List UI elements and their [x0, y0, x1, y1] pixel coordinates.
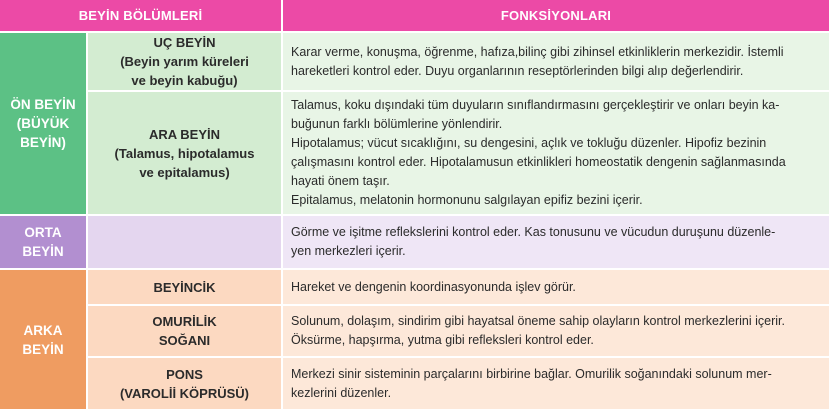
omurilik-sogani-function-line: Solunum, dolaşım, sindirim gibi hayatsal öneme sahip olayların kontrol merkezlerini içerir.	[291, 314, 785, 328]
ara-beyin-function-line: Talamus, koku dışındaki tüm duyuların sınıflandırmasını gerçekleştirir ve onları beyin ka-	[291, 98, 780, 112]
orta-beyin-label-2: BEYİN	[22, 244, 64, 259]
on-beyin-label-1: ÖN BEYİN	[10, 97, 76, 112]
arka-beyin-label-2: BEYİN	[22, 341, 64, 357]
arka-beyin-label-1: ARKA	[23, 322, 63, 338]
uc-beyin-name	[88, 33, 281, 90]
beyincik-function	[283, 270, 829, 304]
ara-beyin-sub-2: ve epitalamus)	[139, 164, 230, 180]
omurilik-sogani-name	[88, 306, 281, 356]
on-beyin-label-3: BEYİN)	[20, 135, 66, 150]
uc-beyin-function	[283, 33, 829, 90]
omurilik-sogani-title-2: SOĞANI	[158, 333, 211, 348]
header-functions-label: FONKSİYONLARI	[500, 8, 612, 23]
ara-beyin-function	[283, 92, 829, 214]
uc-beyin-sub-2: ve beyin kabuğu)	[131, 73, 238, 88]
section-orta-beyin	[0, 216, 86, 268]
omurilik-sogani-title-1: OMURİLİK	[152, 314, 217, 329]
ara-beyin-function-line: Epitalamus, melatonin hormonunu salgılayan epifiz bezini içerir.	[291, 193, 643, 207]
pons-function-line: Merkezi sinir sisteminin parçalarını birbirine bağlar. Omurilik soğanındaki solunum mer-	[291, 366, 772, 381]
pons-title: PONS	[166, 366, 203, 382]
orta-beyin-function	[283, 216, 829, 268]
orta-beyin-function-line: yen merkezleri içerir.	[291, 244, 406, 258]
beyincik-function-line: Hareket ve dengenin koordinasyonunda işlev görür.	[291, 279, 576, 294]
orta-beyin-function-line: Görme ve işitme reflekslerini kontrol eder. Kas tonusunu ve vücudun duruşunu düzenle-	[291, 225, 776, 239]
pons-function	[283, 358, 829, 409]
uc-beyin-sub-1: (Beyin yarım küreleri	[120, 54, 249, 69]
ara-beyin-name	[88, 92, 281, 214]
ara-beyin-function-line: Hipotalamus; vücut sıcaklığını, su dengesini, açlık ve tokluğu düzenler. Hipofiz bezinin	[291, 136, 767, 150]
orta-beyin-label-1: ORTA	[24, 225, 62, 240]
uc-beyin-title: UÇ BEYİN	[153, 35, 216, 50]
section-arka-beyin	[0, 270, 86, 409]
beyincik-title: BEYİNCİK	[153, 279, 216, 295]
ara-beyin-function-line: hayati önem taşır.	[291, 174, 390, 188]
omurilik-sogani-function	[283, 306, 829, 356]
omurilik-sogani-function-line: Öksürme, hapşırma, yutma gibi refleksleri kontrol eder.	[291, 333, 594, 347]
ara-beyin-function-line: çalışmasını kontrol eder. Hipotalamusun etkinlikleri homeostatik dengenin sağlanmasında	[291, 155, 786, 169]
ara-beyin-sub-1: (Talamus, hipotalamus	[114, 145, 255, 161]
orta-beyin-name-empty	[88, 216, 281, 268]
header-brain-parts	[0, 0, 281, 31]
header-functions	[283, 0, 829, 31]
beyincik-name	[88, 270, 281, 304]
section-on-beyin	[0, 33, 86, 214]
on-beyin-label-2: (BÜYÜK	[16, 116, 70, 131]
ara-beyin-title: ARA BEYİN	[148, 126, 221, 142]
ara-beyin-function-line: buğunun farklı bölümlerine yönlendirir.	[291, 117, 503, 131]
pons-function-line: kezlerini düzenler.	[291, 385, 392, 400]
pons-name	[88, 358, 281, 409]
uc-beyin-function-line: hareketleri kontrol eder. Duyu organlarının reseptörlerinden bilgi alıp değerlendirir.	[291, 63, 744, 78]
uc-beyin-function-line: Karar verme, konuşma, öğrenme, hafıza,bilinç gibi zihinsel etkinliklerin merkezidir. İstemli	[291, 44, 784, 59]
header-brain-parts-label: BEYİN BÖLÜMLERİ	[78, 8, 203, 23]
pons-subtitle: (VAROLİİ KÖPRÜSÜ)	[119, 385, 250, 401]
